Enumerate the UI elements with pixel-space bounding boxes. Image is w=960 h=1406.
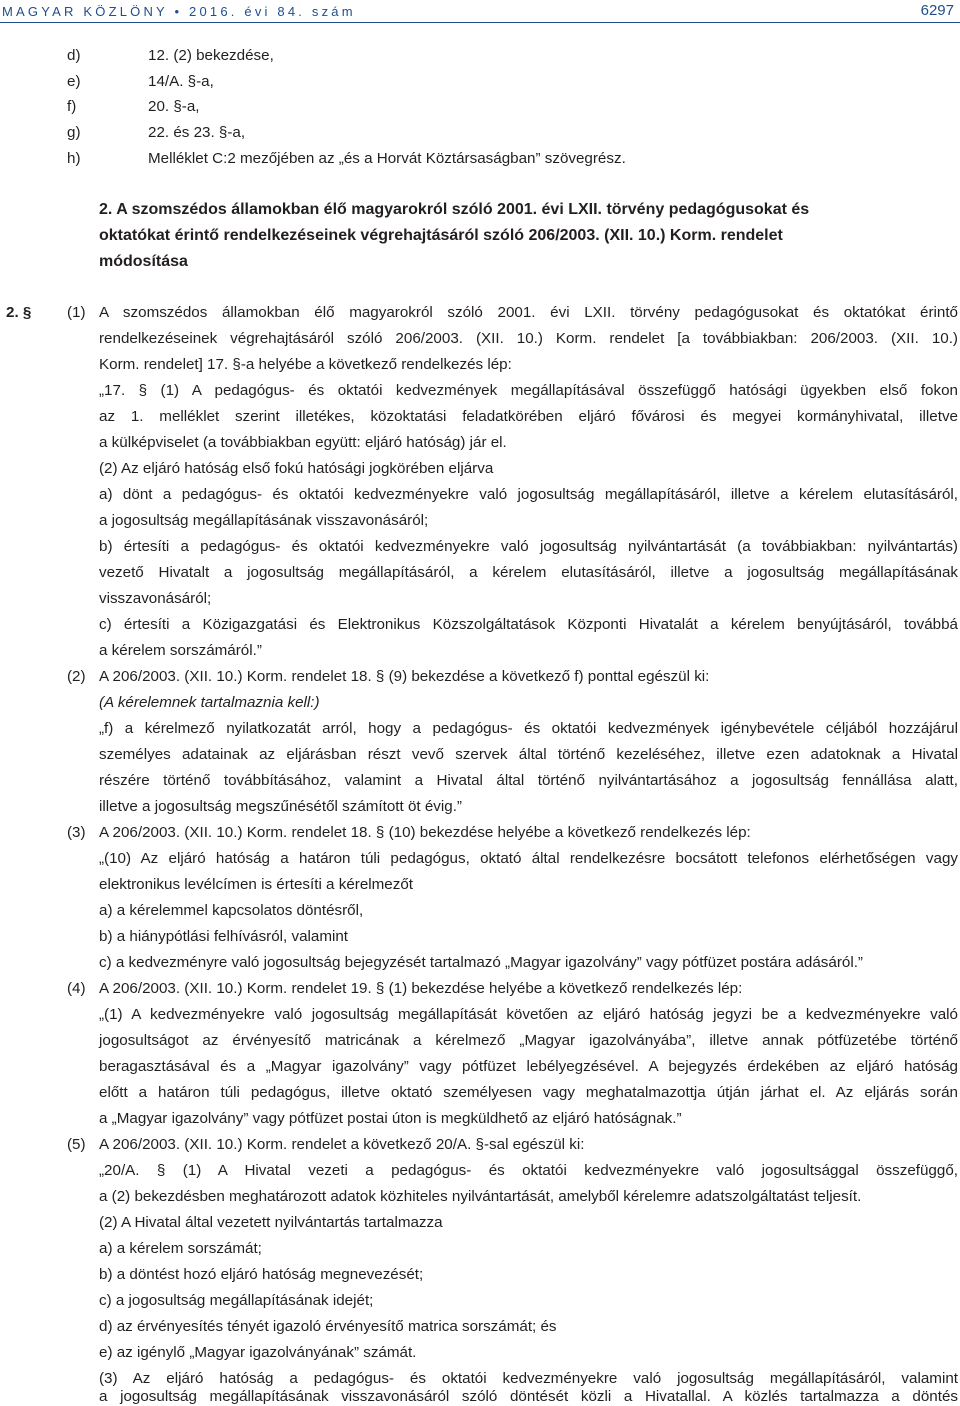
text-line: b) a hiánypótlási felhívásról, valamint	[99, 928, 349, 945]
text-line: a jogosultság megállapításának visszavonásáról szóló döntését közli a Hivatallal. A közlés tartalmazza a döntés	[99, 1388, 958, 1405]
section-title-line: módosítása	[99, 253, 188, 270]
list-item-text: Melléklet C:2 mezőjében az „és a Horvát Köztársaságban” szövegrész.	[148, 150, 626, 167]
text-line: „(1) A kedvezményekre való jogosultság megállapítását követően az eljáró hatóság jegyzi be a kedvezményekre való	[99, 1006, 958, 1023]
journal-title: MAGYAR KÖZLÖNY • 2016. évi 84. szám	[2, 4, 356, 19]
subsection-number: (2)	[67, 668, 86, 685]
text-line: beragasztásával és a „Magyar igazolvány” vagy pótfüzet lebélyegzésével. A bejegyzés érdekében az eljáró hatóság	[99, 1058, 958, 1075]
text-line: előtt a határon túli pedagógus, illetve oktató személyesen vagy meghatalmazottja útján járhat el. Az eljárás során	[99, 1084, 958, 1101]
text-line: a jogosultság megállapításának visszavonásáról;	[99, 512, 429, 529]
text-line: (3) Az eljáró hatóság a pedagógus- és oktatói kedvezményekre való jogosultság megállapításáról, valamint	[99, 1370, 958, 1387]
subsection-number: (5)	[67, 1136, 86, 1153]
text-line: a) a kérelemmel kapcsolatos döntésről,	[99, 902, 364, 919]
page-header	[0, 0, 960, 26]
text-line: jogosultságot az érvényesítő matricának a kérelmező „Magyar igazolványába”, illetve annak pótfüzetébe történő	[99, 1032, 958, 1049]
text-line: „17. § (1) A pedagógus- és oktatói kedvezmények megállapításával összefüggő hatósági ügyekben első fokon	[99, 382, 958, 399]
list-item-label: h)	[67, 150, 81, 167]
subsection-number: (4)	[67, 980, 86, 997]
list-item-label: e)	[67, 73, 81, 90]
text-line: a kérelem sorszámáról.”	[99, 642, 262, 659]
list-item-text: 12. (2) bekezdése,	[148, 47, 274, 64]
text-line: A 206/2003. (XII. 10.) Korm. rendelet 19. § (1) bekezdése helyébe a következő rendelkezés lép:	[99, 980, 743, 997]
text-line: b) a döntést hozó eljáró hatóság megnevezését;	[99, 1266, 424, 1283]
header-rule	[0, 22, 960, 23]
text-line: A 206/2003. (XII. 10.) Korm. rendelet 18. § (9) bekezdése a következő f) ponttal egészül ki:	[99, 668, 710, 685]
subsection-number: (1)	[67, 304, 86, 321]
text-line: c) értesíti a Közigazgatási és Elektronikus Közszolgáltatások Központi Hivatalát a kérelem benyújtásáról, továbbá	[99, 616, 958, 633]
section-title-line: 2. A szomszédos államokban élő magyarokról szóló 2001. évi LXII. törvény pedagógusokat és	[99, 201, 810, 218]
text-line: e) az igénylő „Magyar igazolványának” számát.	[99, 1344, 417, 1361]
text-line: a (2) bekezdésben meghatározott adatok közhiteles nyilvántartását, amelyből kérelemre adatszolgáltatást teljesít.	[99, 1188, 862, 1205]
text-line: c) a kedvezményre való jogosultság bejegyzését tartalmazó „Magyar igazolvány” vagy pótfüzet postára adásáról.”	[99, 954, 863, 971]
section-title-line: oktatókat érintő rendelkezéseinek végrehajtásáról szóló 206/2003. (XII. 10.) Korm. rendelet	[99, 227, 783, 244]
text-line: c) a jogosultság megállapításának idejét;	[99, 1292, 374, 1309]
text-line: „(10) Az eljáró hatóság a határon túli pedagógus, oktató által rendelkezésre bocsátott telefonos elérhetőségen vagy	[99, 850, 958, 867]
subsection-number: (3)	[67, 824, 86, 841]
text-line: a külképviselet (a továbbiakban együtt: eljáró hatóság) jár el.	[99, 434, 507, 451]
list-item-text: 14/A. §-a,	[148, 73, 214, 90]
text-line: visszavonásáról;	[99, 590, 212, 607]
list-item-label: d)	[67, 47, 81, 64]
text-line: az 1. melléklet szerint illetékes, közoktatási feladatkörében eljáró fővárosi és megyei kormányhivatal, illetve	[99, 408, 958, 425]
text-line: b) értesíti a pedagógus- és oktatói kedvezményekre való jogosultság nyilvántartását (a továbbiakban: nyilvántartás)	[99, 538, 958, 555]
text-line: A szomszédos államokban élő magyarokról szóló 2001. évi LXII. törvény pedagógusokat és oktatókat érintő	[99, 304, 958, 321]
list-item-label: g)	[67, 124, 81, 141]
text-line: személyes adatainak az eljárásban részt vevő szervek által történő kezeléséhez, illetve ezen adatoknak a Hivatal	[99, 746, 958, 763]
text-line: (2) Az eljáró hatóság első fokú hatósági jogkörében eljárva	[99, 460, 494, 477]
text-line: „20/A. § (1) A Hivatal vezeti a pedagógus- és oktatói kedvezményekre való jogosultsággal összefüggő,	[99, 1162, 958, 1179]
text-line: A 206/2003. (XII. 10.) Korm. rendelet a következő 20/A. §-sal egészül ki:	[99, 1136, 585, 1153]
text-line: (A kérelemnek tartalmaznia kell:)	[99, 694, 320, 711]
paragraph-number: 2. §	[6, 304, 32, 321]
text-line: vezető Hivatalt a jogosultság megállapításáról, a kérelem elutasításáról, illetve a jogosultság megállapításának	[99, 564, 958, 581]
text-line: „f) a kérelmező nyilatkozatát arról, hogy a pedagógus- és oktatói kedvezmények igénybevétele céljából hozzájárul	[99, 720, 958, 737]
text-line: elektronikus levélcímen is értesíti a kérelmezőt	[99, 876, 413, 893]
text-line: illetve a jogosultság megszűnésétől számított öt évig.”	[99, 798, 462, 815]
text-line: A 206/2003. (XII. 10.) Korm. rendelet 18. § (10) bekezdése helyébe a következő rendelkezés lép:	[99, 824, 751, 841]
text-line: a „Magyar igazolvány” vagy pótfüzet postai úton is megküldhető az eljáró hatóságnak.”	[99, 1110, 682, 1127]
text-line: részére történő továbbításához, valamint a Hivatal által történő nyilvántartásához a jogosultság fennállása alatt,	[99, 772, 958, 789]
text-line: d) az érvényesítés tényét igazoló érvényesítő matrica sorszámát; és	[99, 1318, 557, 1335]
text-line: rendelkezéseinek végrehajtásáról szóló 206/2003. (XII. 10.) Korm. rendelet [a továbbiakban: 206/2003. (XII. 10.)	[99, 330, 958, 347]
text-line: Korm. rendelet] 17. §-a helyébe a következő rendelkezés lép:	[99, 356, 512, 373]
text-line: a) dönt a pedagógus- és oktatói kedvezményekre való jogosultság megállapításáról, illetve a kérelem elutasításáról,	[99, 486, 958, 503]
list-item-text: 22. és 23. §-a,	[148, 124, 246, 141]
list-item-text: 20. §-a,	[148, 98, 200, 115]
text-line: a) a kérelem sorszámát;	[99, 1240, 262, 1257]
page-number: 6297	[920, 2, 954, 19]
text-line: (2) A Hivatal által vezetett nyilvántartás tartalmazza	[99, 1214, 443, 1231]
list-item-label: f)	[67, 98, 77, 115]
